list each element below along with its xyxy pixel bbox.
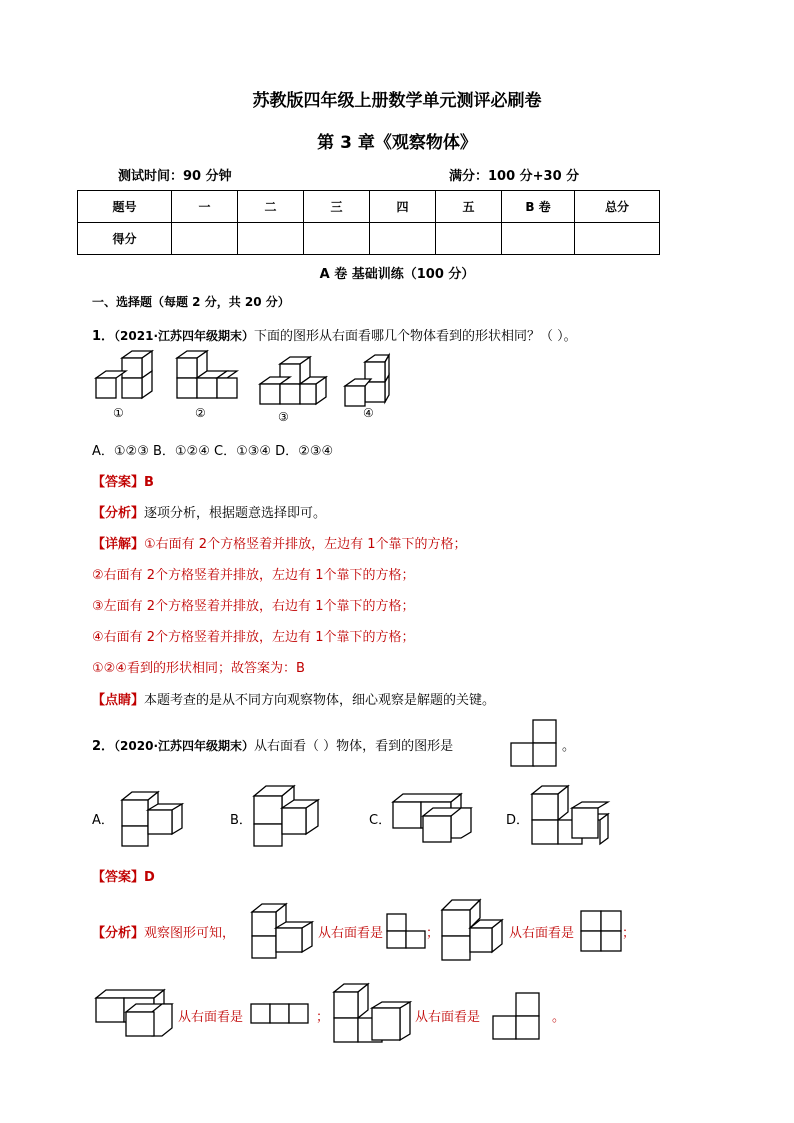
q2-option-b-label: B．: [230, 813, 252, 828]
q1-detail-line-5: ①②④看到的形状相同；故答案为：B: [92, 661, 305, 676]
q2-option-c-figure: [393, 792, 473, 846]
full-score-label: 满分：100 分+30 分: [449, 169, 580, 184]
q1-figure-3: [260, 360, 328, 404]
q2-from-right-2: 从右面看是: [509, 926, 575, 941]
q2-option-d-label: D．: [506, 813, 530, 828]
q1-figure-2: [175, 354, 241, 400]
q1-figure-4: [343, 358, 393, 408]
q2-from-right-3: 从右面看是: [178, 1010, 244, 1025]
q2-answer: [92, 866, 155, 885]
q2-analysis-tag: 【分析】: [92, 926, 145, 941]
q1-number: 1．: [92, 329, 115, 344]
score-cell[interactable]: [172, 223, 238, 255]
q1-fig-label-2: ②: [195, 406, 206, 420]
q1-detail-line-1: ①右面有 2个方格竖着并排放，左边有 1个靠下的方格；: [144, 537, 467, 552]
q2-analysis-figure-b: [440, 898, 506, 962]
q2-end: 。: [552, 1010, 566, 1025]
table-cell: 四: [370, 191, 436, 223]
q1-comment: [92, 689, 495, 708]
table-cell: 三: [304, 191, 370, 223]
q2-option-a-label: A．: [92, 813, 114, 828]
q1-text: 下面的图形从右面看哪几个物体看到的形状相同？（ ）。: [254, 329, 577, 344]
q1-fig-label-4: ④: [363, 406, 374, 420]
q1-detail: [92, 533, 466, 552]
q1-detail-line-4: ④右面有 2个方格竖着并排放，左边有 1个靠下的方格；: [92, 630, 415, 645]
q1-stem: [92, 325, 577, 344]
q2-sep-1: ；: [426, 926, 440, 941]
q1-analysis-text: 逐项分析，根据题意选择即可。: [144, 506, 327, 521]
q2-analysis-figure-c: [94, 990, 174, 1040]
q2-number: 2．: [92, 739, 115, 754]
q2-from-right-1: 从右面看是: [318, 926, 384, 941]
score-cell[interactable]: [575, 223, 660, 255]
table-cell: 题号: [78, 191, 172, 223]
table-cell: 二: [238, 191, 304, 223]
q2-view-c: [250, 1003, 310, 1024]
q1-options: A．①②③ B．①②④ C．①③④ D．②③④: [92, 444, 334, 459]
q1-figure-1: [94, 354, 156, 400]
score-table-score-row: [78, 223, 660, 255]
q2-stem: [92, 735, 453, 754]
q2-source: （2020·江苏四年级期末）: [114, 739, 255, 753]
table-cell: B 卷: [502, 191, 575, 223]
score-cell[interactable]: [304, 223, 370, 255]
q2-analysis-figure-d: [332, 982, 414, 1046]
score-table: [77, 190, 660, 255]
q2-answer-value: D: [144, 870, 155, 885]
q2-from-right-4: 从右面看是: [415, 1010, 481, 1025]
q1-fig-label-1: ①: [113, 406, 124, 420]
q1-detail-line-2: ②右面有 2个方格竖着并排放，左边有 1个靠下的方格；: [92, 568, 415, 583]
q2-analysis-text: 观察图形可知，: [144, 926, 236, 941]
q2-view-b: [580, 910, 622, 952]
score-table-header-row: [78, 191, 660, 223]
table-cell: 得分: [78, 223, 172, 255]
score-cell[interactable]: [370, 223, 436, 255]
q2-view-d: [492, 992, 542, 1040]
chapter-title: 第 3 章《观察物体》: [317, 133, 477, 153]
q1-source: （2021·江苏四年级期末）: [114, 329, 255, 343]
q1-answer-tag: 【答案】: [92, 475, 145, 490]
score-cell[interactable]: [238, 223, 304, 255]
q2-answer-tag: 【答案】: [92, 870, 145, 885]
q1-detail-tag: 【详解】: [92, 537, 145, 552]
q2-option-a-figure: [122, 790, 186, 846]
q1-comment-tag: 【点睛】: [92, 693, 145, 708]
q1-fig-label-3: ③: [278, 410, 289, 424]
q2-sep-3: ；: [316, 1010, 330, 1025]
q2-option-c-label: C．: [369, 813, 392, 828]
q2-view-a: [386, 913, 426, 949]
table-cell: 五: [436, 191, 502, 223]
cube-row-back: [96, 351, 152, 398]
q2-option-b-figure: [254, 784, 320, 848]
q1-detail-line-3: ③左面有 2个方格竖着并排放，右边有 1个靠下的方格；: [92, 599, 415, 614]
q1-analysis: [92, 502, 326, 521]
score-cell[interactable]: [502, 223, 575, 255]
section-a-title: A 卷 基础训练（100 分）: [319, 267, 475, 282]
q1-analysis-tag: 【分析】: [92, 506, 145, 521]
q2-option-d-figure: [532, 784, 612, 848]
doc-title: 苏教版四年级上册数学单元测评必刷卷: [252, 91, 542, 111]
q1-answer-value: B: [144, 475, 154, 490]
part1-title: 一、选择题（每题 2 分，共 20 分）: [92, 295, 290, 309]
table-cell: 总分: [575, 191, 660, 223]
q2-sep-2: ；: [622, 926, 636, 941]
q2-stem-end: 。: [562, 739, 576, 754]
score-cell[interactable]: [436, 223, 502, 255]
q1-answer: [92, 471, 154, 490]
q2-text: 从右面看（ ）物体，看到的图形是: [254, 739, 454, 754]
q2-target-view: [510, 719, 558, 767]
time-label: 测试时间：90 分钟: [118, 169, 232, 184]
table-cell: 一: [172, 191, 238, 223]
q2-analysis-lead: [92, 922, 235, 941]
q1-comment-text: 本题考查的是从不同方向观察物体，细心观察是解题的关键。: [144, 693, 496, 708]
q2-analysis-figure-a: [250, 902, 316, 960]
